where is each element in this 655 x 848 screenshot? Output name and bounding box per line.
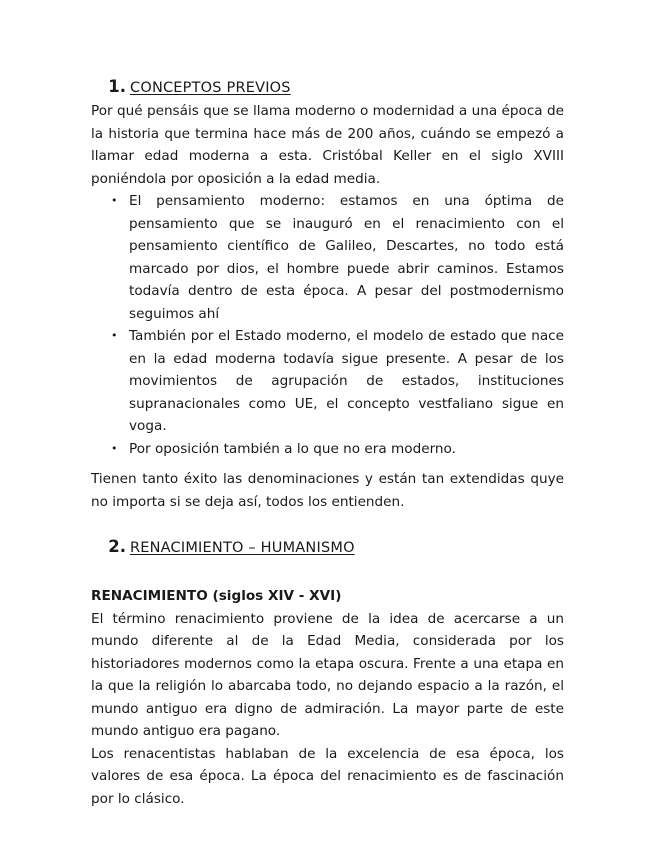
list-item [91, 325, 564, 438]
document-page [91, 72, 564, 810]
renacimiento-paragraph-1: El término renacimiento proviene de la idea de acercarse a un mundo diferente al de la Edad Media, considerada por los historiadores modernos como la etapa oscura. Frente a una etapa en la que la religión lo abarcaba todo, no dejando espacio a la razón, el mundo antiguo era digno de admiración. La mayor parte de este mundo antiguo era pagano. [91, 610, 564, 739]
list-item-text: También por el Estado moderno, el modelo de estado que nace en la edad moderna todavía sigue presente. A pesar de los movimientos de agrupación de estados, instituciones supranacionales como UE, el concepto vestfaliano sigue en voga. [129, 328, 564, 434]
bullet-list [91, 190, 564, 460]
section-heading-conceptos-previos [91, 76, 564, 100]
bullet-icon: • [111, 441, 118, 455]
list-item-text: Por oposición también a lo que no era moderno. [129, 440, 456, 457]
section-number: 2. [108, 537, 126, 556]
section-title: RENACIMIENTO – HUMANISMO [130, 540, 355, 556]
section-number: 1. [108, 77, 126, 96]
bullet-icon: • [111, 329, 118, 342]
bullet-icon: • [111, 194, 118, 207]
list-item-text: El pensamiento moderno: estamos en una óptima de pensamiento que se inauguró en el renacimiento con el pensamiento científico de Galileo, Descartes, no todo está marcado por dios, el hombre puede abrir caminos. Estamos todavía dentro de esta época. A pesar del postmodernismo seguimos ahí [129, 193, 564, 322]
list-item [91, 438, 564, 461]
subheading-renacimiento: RENACIMIENTO (siglos XIV - XVI) [91, 588, 342, 604]
closing-paragraph: Tienen tanto éxito las denominaciones y están tan extendidas quye no importa si se deja así, todos los entienden. [91, 471, 564, 510]
intro-paragraph: Por qué pensáis que se llama moderno o modernidad a una época de la historia que termina hace más de 200 años, cuándo se empezó a llamar edad moderna a esta. Cristóbal Keller en el siglo XVIII poniéndola por oposición a la edad media. [91, 103, 564, 187]
section-heading-renacimiento-humanismo [91, 536, 564, 560]
section-title: CONCEPTOS PREVIOS [130, 80, 291, 96]
renacimiento-paragraph-2: Los renacentistas hablaban de la excelencia de esa época, los valores de esa época. La época del renacimiento es de fascinación por lo clásico. [91, 745, 564, 807]
list-item [91, 190, 564, 325]
